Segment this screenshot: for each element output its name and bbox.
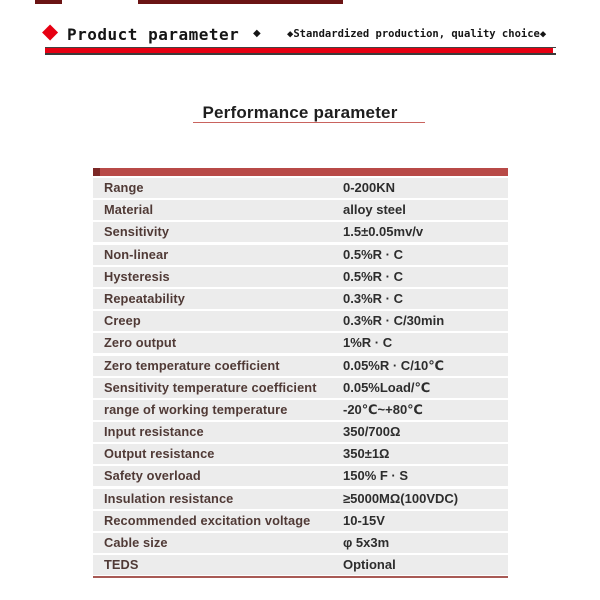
table-row: [93, 311, 508, 331]
table-row: [93, 466, 508, 486]
table-row: [93, 289, 508, 309]
table-bottom-border: [93, 576, 508, 578]
spec-value: 0.5%R · C: [343, 246, 403, 262]
spec-label: Cable size: [104, 535, 168, 550]
spec-label: TEDS: [104, 557, 139, 573]
spec-value: 350/700Ω: [343, 424, 401, 440]
spec-value: 1%R · C: [343, 335, 393, 351]
table-row: [93, 422, 508, 442]
table-row: [93, 200, 508, 220]
table-row: [93, 356, 508, 376]
spec-label: Input resistance: [104, 424, 204, 440]
spec-label: Range: [104, 180, 144, 195]
spec-label: Safety overload: [104, 468, 201, 484]
spec-value: 1.5±0.05mv/v: [343, 224, 424, 240]
spec-label: Material: [104, 202, 154, 218]
red-diamond-icon: ◆: [42, 19, 59, 43]
spec-value: 150% F · S: [343, 468, 409, 484]
spec-value: ≥5000MΩ(100VDC): [343, 490, 459, 506]
spec-label: Non-linear: [104, 246, 169, 262]
spec-value: 0.3%R · C/30min: [343, 313, 445, 329]
black-diamond-icon: ◆: [253, 28, 261, 39]
spec-label: Sensitivity temperature coefficient: [104, 379, 317, 395]
table-row: [93, 444, 508, 464]
table-row: [93, 489, 508, 509]
spec-value: φ 5x3m: [343, 535, 390, 550]
spec-label: Repeatability: [104, 290, 185, 306]
spec-value: -20℃~+80℃: [343, 401, 423, 417]
cropped-banner-segment: [138, 0, 343, 4]
table-row: [93, 378, 508, 398]
divider-thin-line-bottom: [45, 53, 556, 55]
spec-value: 0.5%R · C: [343, 268, 403, 284]
table-row: [93, 533, 508, 553]
cropped-banner-segment: [35, 0, 62, 4]
spec-label: Hysteresis: [104, 268, 170, 284]
table-row: [93, 555, 508, 575]
spec-value: 10-15V: [343, 512, 385, 528]
table-row: [93, 400, 508, 420]
header-title: Product parameter: [67, 25, 240, 44]
spec-label: range of working temperature: [104, 401, 288, 417]
header-divider: [45, 47, 556, 55]
table-header-bar: [93, 168, 508, 176]
section-title-underline: [193, 122, 425, 123]
table-row: [93, 245, 508, 265]
spec-value: 0-200KN: [343, 180, 396, 195]
spec-label: Output resistance: [104, 446, 215, 462]
table-row: [93, 333, 508, 353]
spec-label: Insulation resistance: [104, 490, 234, 506]
table-row: [93, 511, 508, 531]
section-title: Performance parameter: [202, 103, 398, 122]
spec-value: Optional: [343, 557, 396, 573]
spec-label: Zero output: [104, 335, 177, 351]
spec-value: 0.05%R · C/10℃: [343, 357, 445, 373]
spec-value: 350±1Ω: [343, 446, 390, 462]
spec-label: Sensitivity: [104, 224, 170, 240]
table-header-bar-cap: [93, 168, 100, 176]
spec-value: 0.05%Load/℃: [343, 379, 431, 395]
spec-table-rows: [93, 178, 508, 575]
table-row: [93, 222, 508, 242]
table-row: [93, 178, 508, 198]
header-tagline: ◆Standardized production, quality choice◆: [287, 28, 547, 40]
spec-value: alloy steel: [343, 202, 406, 218]
table-row: [93, 267, 508, 287]
spec-label: Creep: [104, 313, 141, 329]
spec-label: Zero temperature coefficient: [104, 357, 280, 373]
spec-value: 0.3%R · C: [343, 290, 403, 306]
spec-table: [93, 168, 508, 577]
spec-label: Recommended excitation voltage: [104, 512, 311, 528]
